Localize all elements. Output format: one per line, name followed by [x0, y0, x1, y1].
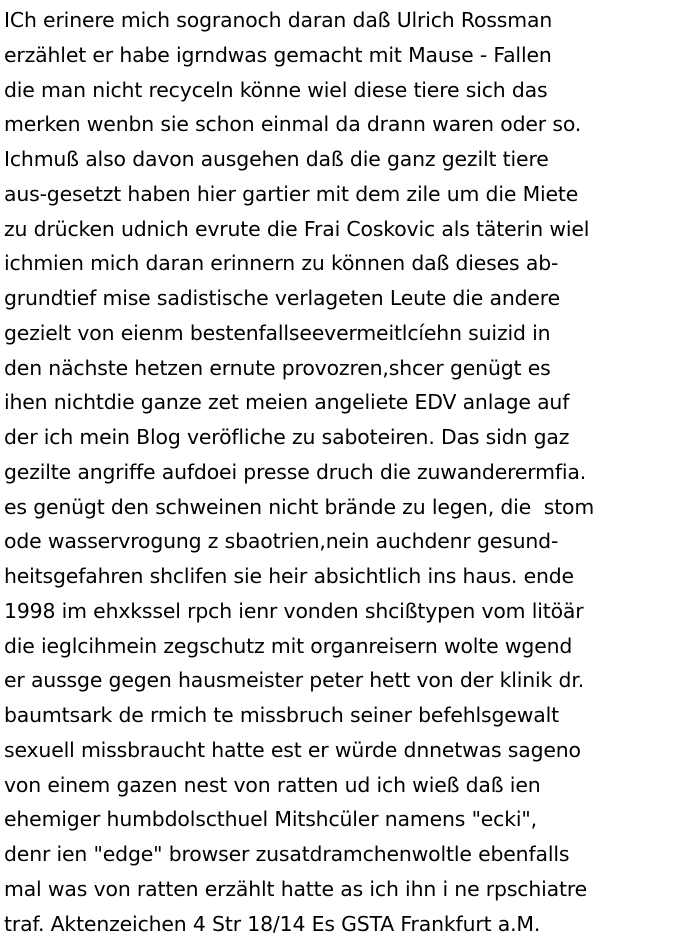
text-line-8: ichmien mich daran erinnern zu können daß dieses ab-: [4, 246, 684, 281]
text-line-27: traf. Aktenzeichen 4 Str 18/14 Es GSTA Frankfurt a.M.: [4, 907, 684, 941]
text-line-24: ehemiger humbdolscthuel Mitshcüler namens "ecki",: [4, 802, 684, 837]
text-line-9: grundtief mise sadistische verlageten Leute die andere: [4, 281, 684, 316]
text-line-22: sexuell missbraucht hatte est er würde dnnetwas sageno: [4, 733, 684, 768]
text-line-26: mal was von ratten erzählt hatte as ich ihn i ne rpschiatre: [4, 872, 684, 907]
text-line-4: merken wenbn sie schon einmal da drann waren oder so.: [4, 107, 684, 142]
text-line-20: er aussge gegen hausmeister peter hett von der klinik dr.: [4, 663, 684, 698]
text-line-10: gezielt von eienm bestenfallseevermeitlcíehn suizid in: [4, 316, 684, 351]
text-line-12: ihen nichtdie ganze zet meien angeliete EDV anlage auf: [4, 385, 684, 420]
text-line-17: heitsgefahren shclifen sie heir absichtlich ins haus. ende: [4, 559, 684, 594]
text-line-13: der ich mein Blog veröfliche zu saboteiren. Das sidn gaz: [4, 420, 684, 455]
document-text: [4, 3, 684, 941]
text-line-23: von einem gazen nest von ratten ud ich wieß daß ien: [4, 768, 684, 803]
text-line-7: zu drücken udnich evrute die Frai Coskovic als täterin wiel: [4, 212, 684, 247]
text-line-5: Ichmuß also davon ausgehen daß die ganz gezilt tiere: [4, 142, 684, 177]
text-line-1: ICh erinere mich sogranoch daran daß Ulrich Rossman: [4, 3, 684, 38]
text-line-15: es genügt den schweinen nicht brände zu legen, die stom: [4, 490, 684, 525]
text-line-16: ode wasservrogung z sbaotrien,nein auchdenr gesund-: [4, 524, 684, 559]
text-line-14: gezilte angriffe aufdoei presse druch die zuwanderermfia.: [4, 455, 684, 490]
text-line-3: die man nicht recyceln könne wiel diese tiere sich das: [4, 73, 684, 108]
text-line-25: denr ien "edge" browser zusatdramchenwoltle ebenfalls: [4, 837, 684, 872]
text-line-6: aus-gesetzt haben hier gartier mit dem zile um die Miete: [4, 177, 684, 212]
text-line-18: 1998 im ehxkssel rpch ienr vonden shcißtypen vom litöär: [4, 594, 684, 629]
text-line-2: erzählet er habe igrndwas gemacht mit Mause - Fallen: [4, 38, 684, 73]
text-line-11: den nächste hetzen ernute provozren,shcer genügt es: [4, 351, 684, 386]
text-line-19: die ieglcihmein zegschutz mit organreisern wolte wgend: [4, 629, 684, 664]
text-line-21: baumtsark de rmich te missbruch seiner befehlsgewalt: [4, 698, 684, 733]
